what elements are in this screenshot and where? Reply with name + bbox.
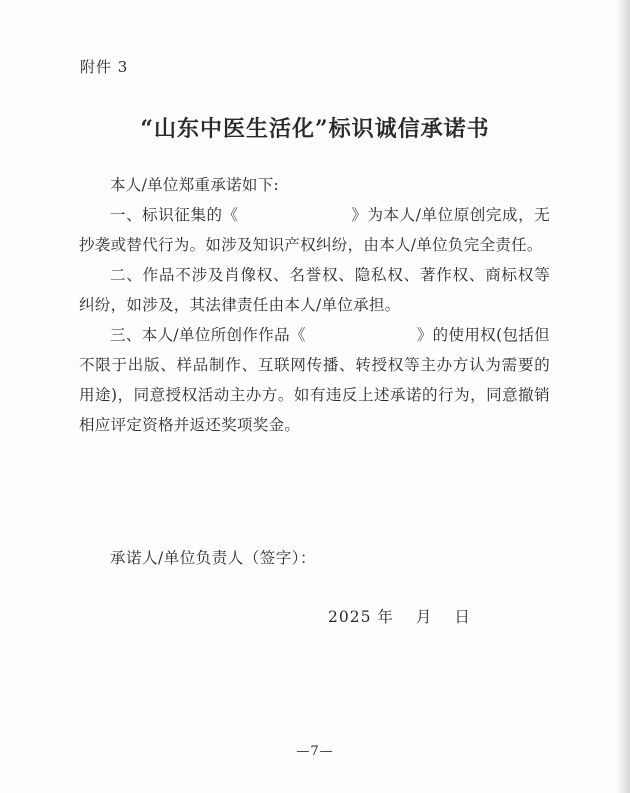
commitment-paragraph-3: 三、本人/单位所创作作品《 》的使用权(包括但不限于出版、样品制作、互联网传播、转授权等主办方认为需要的用途)，同意授权活动主办方。如有违反上述承诺的行为，同意撤销相应评定资格并返还奖项奖金。 xyxy=(79,326,550,434)
page-number: —7— xyxy=(296,744,334,759)
attachment-label: 附件 3 xyxy=(80,58,129,76)
date-year: 2025 年 xyxy=(328,608,394,626)
document-body xyxy=(79,170,550,440)
date-month: 月 xyxy=(415,608,433,626)
date-day: 日 xyxy=(454,608,471,626)
commitment-paragraph-1: 一、标识征集的《 》为本人/单位原创完成，无抄袭或替代行为。如涉及知识产权纠纷，由本人/单位负完全责任。 xyxy=(79,206,550,254)
commitment-paragraph-2: 二、作品不涉及肖像权、名誉权、隐私权、著作权、商标权等纠纷，如涉及，其法律责任由本人/单位承担。 xyxy=(79,266,550,314)
date-line xyxy=(328,605,471,627)
document-title: “山东中医生活化”标识诚信承诺书 xyxy=(140,116,490,142)
signature-line: 承诺人/单位负责人（签字）： xyxy=(110,549,316,567)
intro-paragraph: 本人/单位郑重承诺如下: xyxy=(110,176,280,194)
